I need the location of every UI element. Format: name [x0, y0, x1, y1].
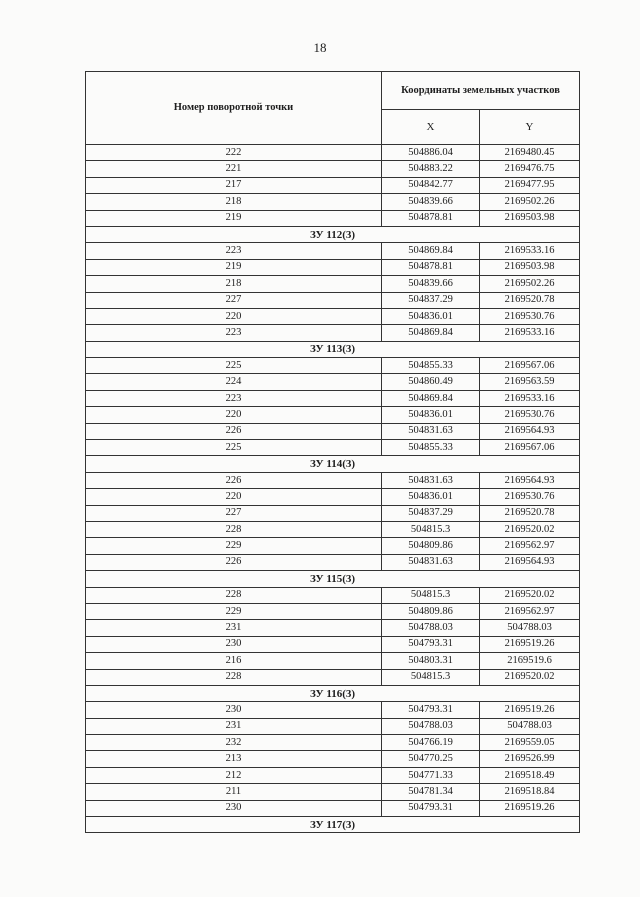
- table-row: [86, 440, 580, 456]
- point-number-cell: 219: [86, 259, 382, 275]
- y-coordinate-cell: 2169533.16: [480, 325, 580, 341]
- table-row: [86, 177, 580, 193]
- x-coordinate-cell: 504836.01: [382, 308, 480, 324]
- table-row: [86, 390, 580, 406]
- y-coordinate-cell: 2169520.78: [480, 505, 580, 521]
- x-coordinate-cell: 504788.03: [382, 718, 480, 734]
- x-coordinate-cell: 504803.31: [382, 653, 480, 669]
- y-coordinate-cell: 2169533.16: [480, 243, 580, 259]
- point-number-cell: 217: [86, 177, 382, 193]
- point-number-cell: 216: [86, 653, 382, 669]
- section-label: ЗУ 112(3): [86, 226, 580, 242]
- table-row: [86, 751, 580, 767]
- y-coordinate-cell: 2169564.93: [480, 472, 580, 488]
- table-row: [86, 194, 580, 210]
- table-row: [86, 210, 580, 226]
- point-number-cell: 220: [86, 308, 382, 324]
- x-coordinate-cell: 504793.31: [382, 702, 480, 718]
- point-number-cell: 230: [86, 636, 382, 652]
- y-coordinate-cell: 2169559.05: [480, 735, 580, 751]
- x-coordinate-cell: 504855.33: [382, 358, 480, 374]
- table-row: [86, 620, 580, 636]
- x-coordinate-cell: 504809.86: [382, 538, 480, 554]
- x-coordinate-cell: 504793.31: [382, 636, 480, 652]
- table-row: [86, 554, 580, 570]
- table-row: [86, 292, 580, 308]
- section-row: [86, 817, 580, 833]
- x-coordinate-cell: 504781.34: [382, 784, 480, 800]
- point-number-cell: 228: [86, 587, 382, 603]
- x-coordinate-cell: 504836.01: [382, 489, 480, 505]
- point-number-cell: 218: [86, 194, 382, 210]
- header-coordinates: Координаты земельных участков: [382, 72, 580, 110]
- x-coordinate-cell: 504860.49: [382, 374, 480, 390]
- section-row: [86, 685, 580, 701]
- point-number-cell: 227: [86, 292, 382, 308]
- y-coordinate-cell: 2169477.95: [480, 177, 580, 193]
- header-y: Y: [480, 110, 580, 145]
- table-row: [86, 521, 580, 537]
- table-row: [86, 636, 580, 652]
- table-row: [86, 276, 580, 292]
- table-row: [86, 767, 580, 783]
- x-coordinate-cell: 504869.84: [382, 243, 480, 259]
- point-number-cell: 225: [86, 358, 382, 374]
- y-coordinate-cell: 2169533.16: [480, 390, 580, 406]
- section-label: ЗУ 114(3): [86, 456, 580, 472]
- table-row: [86, 800, 580, 816]
- x-coordinate-cell: 504793.31: [382, 800, 480, 816]
- table-row: [86, 358, 580, 374]
- y-coordinate-cell: 2169530.76: [480, 489, 580, 505]
- table-row: [86, 784, 580, 800]
- table-row: [86, 735, 580, 751]
- table-row: [86, 653, 580, 669]
- y-coordinate-cell: 2169567.06: [480, 440, 580, 456]
- y-coordinate-cell: 2169519.26: [480, 800, 580, 816]
- y-coordinate-cell: 2169476.75: [480, 161, 580, 177]
- section-row: [86, 571, 580, 587]
- y-coordinate-cell: 2169564.93: [480, 554, 580, 570]
- point-number-cell: 230: [86, 800, 382, 816]
- header-point-number: Номер поворотной точки: [86, 72, 382, 145]
- point-number-cell: 228: [86, 521, 382, 537]
- point-number-cell: 223: [86, 243, 382, 259]
- section-label: ЗУ 117(3): [86, 817, 580, 833]
- x-coordinate-cell: 504839.66: [382, 194, 480, 210]
- table-row: [86, 259, 580, 275]
- y-coordinate-cell: 2169518.84: [480, 784, 580, 800]
- point-number-cell: 218: [86, 276, 382, 292]
- point-number-cell: 222: [86, 145, 382, 161]
- coordinates-table: [85, 71, 580, 833]
- x-coordinate-cell: 504878.81: [382, 210, 480, 226]
- point-number-cell: 211: [86, 784, 382, 800]
- point-number-cell: 223: [86, 325, 382, 341]
- y-coordinate-cell: 2169503.98: [480, 259, 580, 275]
- y-coordinate-cell: 2169530.76: [480, 407, 580, 423]
- y-coordinate-cell: 2169520.78: [480, 292, 580, 308]
- y-coordinate-cell: 2169562.97: [480, 603, 580, 619]
- table-row: [86, 489, 580, 505]
- x-coordinate-cell: 504809.86: [382, 603, 480, 619]
- table-row: [86, 161, 580, 177]
- table-row: [86, 243, 580, 259]
- x-coordinate-cell: 504771.33: [382, 767, 480, 783]
- point-number-cell: 212: [86, 767, 382, 783]
- x-coordinate-cell: 504837.29: [382, 505, 480, 521]
- y-coordinate-cell: 2169502.26: [480, 194, 580, 210]
- x-coordinate-cell: 504815.3: [382, 521, 480, 537]
- x-coordinate-cell: 504836.01: [382, 407, 480, 423]
- table-row: [86, 472, 580, 488]
- x-coordinate-cell: 504831.63: [382, 554, 480, 570]
- point-number-cell: 229: [86, 603, 382, 619]
- y-coordinate-cell: 2169530.76: [480, 308, 580, 324]
- point-number-cell: 221: [86, 161, 382, 177]
- point-number-cell: 220: [86, 489, 382, 505]
- table-row: [86, 538, 580, 554]
- page-number: 18: [313, 40, 327, 55]
- table-row: [86, 325, 580, 341]
- table-body: [86, 145, 580, 833]
- x-coordinate-cell: 504855.33: [382, 440, 480, 456]
- y-coordinate-cell: 2169503.98: [480, 210, 580, 226]
- y-coordinate-cell: 2169519.6: [480, 653, 580, 669]
- point-number-cell: 223: [86, 390, 382, 406]
- x-coordinate-cell: 504878.81: [382, 259, 480, 275]
- point-number-cell: 220: [86, 407, 382, 423]
- table-row: [86, 669, 580, 685]
- x-coordinate-cell: 504869.84: [382, 390, 480, 406]
- point-number-cell: 226: [86, 423, 382, 439]
- table-row: [86, 587, 580, 603]
- point-number-cell: 228: [86, 669, 382, 685]
- x-coordinate-cell: 504842.77: [382, 177, 480, 193]
- y-coordinate-cell: 2169518.49: [480, 767, 580, 783]
- header-x: X: [382, 110, 480, 145]
- x-coordinate-cell: 504815.3: [382, 669, 480, 685]
- point-number-cell: 225: [86, 440, 382, 456]
- x-coordinate-cell: 504770.25: [382, 751, 480, 767]
- x-coordinate-cell: 504886.04: [382, 145, 480, 161]
- y-coordinate-cell: 2169562.97: [480, 538, 580, 554]
- x-coordinate-cell: 504883.22: [382, 161, 480, 177]
- point-number-cell: 231: [86, 620, 382, 636]
- point-number-cell: 226: [86, 554, 382, 570]
- point-number-cell: 229: [86, 538, 382, 554]
- y-coordinate-cell: 504788.03: [480, 718, 580, 734]
- y-coordinate-cell: 2169519.26: [480, 636, 580, 652]
- section-label: ЗУ 113(3): [86, 341, 580, 357]
- table-row: [86, 702, 580, 718]
- section-row: [86, 226, 580, 242]
- y-coordinate-cell: 504788.03: [480, 620, 580, 636]
- point-number-cell: 226: [86, 472, 382, 488]
- table-row: [86, 407, 580, 423]
- y-coordinate-cell: 2169480.45: [480, 145, 580, 161]
- point-number-cell: 232: [86, 735, 382, 751]
- y-coordinate-cell: 2169520.02: [480, 587, 580, 603]
- table-row: [86, 603, 580, 619]
- section-label: ЗУ 115(3): [86, 571, 580, 587]
- x-coordinate-cell: 504839.66: [382, 276, 480, 292]
- section-label: ЗУ 116(3): [86, 685, 580, 701]
- y-coordinate-cell: 2169520.02: [480, 521, 580, 537]
- table-row: [86, 308, 580, 324]
- x-coordinate-cell: 504815.3: [382, 587, 480, 603]
- section-row: [86, 456, 580, 472]
- x-coordinate-cell: 504837.29: [382, 292, 480, 308]
- x-coordinate-cell: 504788.03: [382, 620, 480, 636]
- y-coordinate-cell: 2169564.93: [480, 423, 580, 439]
- y-coordinate-cell: 2169567.06: [480, 358, 580, 374]
- table-row: [86, 718, 580, 734]
- y-coordinate-cell: 2169519.26: [480, 702, 580, 718]
- table-row: [86, 423, 580, 439]
- point-number-cell: 213: [86, 751, 382, 767]
- point-number-cell: 230: [86, 702, 382, 718]
- y-coordinate-cell: 2169520.02: [480, 669, 580, 685]
- point-number-cell: 219: [86, 210, 382, 226]
- point-number-cell: 231: [86, 718, 382, 734]
- section-row: [86, 341, 580, 357]
- y-coordinate-cell: 2169502.26: [480, 276, 580, 292]
- point-number-cell: 227: [86, 505, 382, 521]
- x-coordinate-cell: 504831.63: [382, 472, 480, 488]
- table-row: [86, 145, 580, 161]
- table-row: [86, 374, 580, 390]
- y-coordinate-cell: 2169563.59: [480, 374, 580, 390]
- x-coordinate-cell: 504869.84: [382, 325, 480, 341]
- x-coordinate-cell: 504766.19: [382, 735, 480, 751]
- y-coordinate-cell: 2169526.99: [480, 751, 580, 767]
- point-number-cell: 224: [86, 374, 382, 390]
- x-coordinate-cell: 504831.63: [382, 423, 480, 439]
- table-row: [86, 505, 580, 521]
